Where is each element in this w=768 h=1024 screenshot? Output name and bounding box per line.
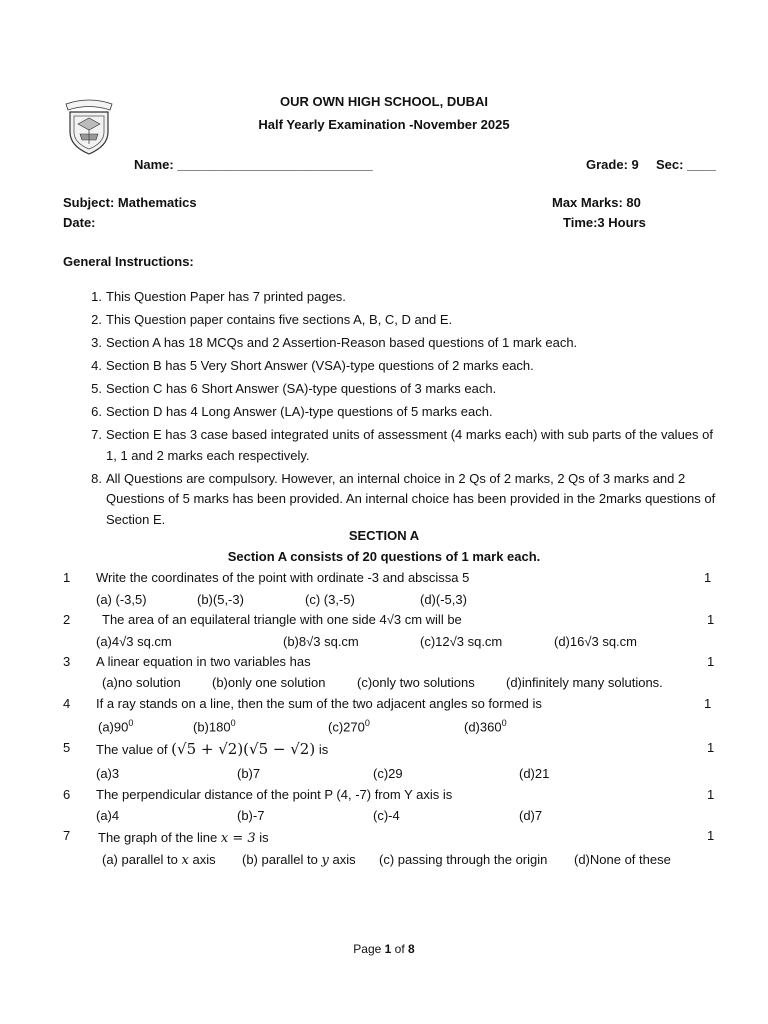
school-name: OUR OWN HIGH SCHOOL, DUBAI [280, 94, 488, 109]
question-mark: 1 [707, 654, 715, 669]
option-c: (c) (3,-5) [305, 592, 355, 607]
grade-label: Grade: 9 [586, 157, 639, 172]
question-number: 7 [63, 828, 71, 843]
question-number: 6 [63, 787, 71, 802]
question-number: 4 [63, 696, 71, 711]
time-label: Time:3 Hours [563, 215, 646, 230]
question-mark: 1 [707, 612, 715, 627]
question-text: Write the coordinates of the point with ordinate -3 and abscissa 5 [96, 570, 470, 585]
option-d: (d)7 [519, 808, 543, 823]
option-a: (a) (-3,5) [96, 592, 147, 607]
question-text: The area of an equilateral triangle with one side 4√3 cm will be [102, 612, 462, 627]
option-a: (a)no solution [102, 675, 181, 690]
page-footer: Page 1 of 8 [353, 942, 415, 956]
question-mark: 1 [707, 787, 715, 802]
question-text: A linear equation in two variables has [96, 654, 311, 669]
instruction-item: 3. Section A has 18 MCQs and 2 Assertion-Reason based questions of 1 mark each. [91, 335, 578, 350]
option-d: (d)None of these [574, 852, 671, 867]
option-d: (d)21 [519, 766, 550, 781]
section-label: Sec: ____ [656, 157, 716, 172]
option-b: (b)only one solution [212, 675, 326, 690]
option-c: (c) passing through the origin [379, 852, 548, 867]
option-d: (d)(-5,3) [420, 592, 467, 607]
question-number: 1 [63, 570, 71, 585]
question-mark: 1 [704, 570, 712, 585]
option-b: (b)7 [237, 766, 261, 781]
subject-label: Subject: Mathematics [63, 195, 197, 210]
instructions-list [84, 287, 724, 533]
question-text: The value of (√5 + √2)(√5 − √2) is [96, 740, 329, 758]
question-text: The graph of the line x = 3 is [98, 830, 269, 846]
option-a: $(a)90^0$ [98, 718, 134, 735]
page-number: 1 [384, 942, 392, 956]
option-b: (b)-7 [237, 808, 265, 823]
page-total: 8 [408, 942, 415, 956]
instruction-item: 6. Section D has 4 Long Answer (LA)-type questions of 5 marks each. [91, 404, 493, 419]
question-number: 3 [63, 654, 71, 669]
exam-title: Half Yearly Examination -November 2025 [258, 117, 510, 132]
option-c: (c)12√3 sq.cm [420, 634, 503, 649]
instruction-item: 1. This Question Paper has 7 printed pages. [91, 289, 346, 304]
math-expression: x = 3 [220, 831, 256, 846]
instruction-item: 7. Section E has 3 case based integrated units of assessment (4 marks each) with sub parts of the values of 1, 1 and 2 marks each respectively. [91, 427, 713, 463]
question-text: If a ray stands on a line, then the sum of the two adjacent angles so formed is [96, 696, 542, 711]
option-d: $(d)360^0$ [464, 718, 507, 735]
question-number: 2 [63, 612, 71, 627]
option-b: (b) parallel to y axis [242, 852, 356, 868]
date-label: Date: [63, 215, 96, 230]
option-a: (a)4 [96, 808, 120, 823]
option-c: $(c)270^0$ [328, 718, 370, 735]
option-b: (b)(5,-3) [197, 592, 244, 607]
option-b: (b)8√3 sq.cm [283, 634, 359, 649]
instruction-item: 4. Section B has 5 Very Short Answer (VSA)-type questions of 2 marks each. [91, 358, 534, 373]
option-b: $(b)180^0$ [193, 718, 236, 735]
option-a: (a)3 [96, 766, 120, 781]
question-mark: 1 [704, 696, 712, 711]
instruction-item: 2. This Question paper contains five sections A, B, C, D and E. [91, 312, 453, 327]
option-c: (c)only two solutions [357, 675, 475, 690]
math-expression: (√5 + √2)(√5 − √2) [171, 740, 316, 758]
instruction-item: 5. Section C has 6 Short Answer (SA)-type questions of 3 marks each. [91, 381, 497, 396]
name-field: Name: ___________________________ [134, 157, 373, 172]
section-title: SECTION A [348, 528, 420, 543]
section-subtitle: Section A consists of 20 questions of 1 mark each. [227, 549, 541, 564]
option-a: (a)4√3 sq.cm [96, 634, 172, 649]
question-number: 5 [63, 740, 71, 755]
instruction-item: 8. All Questions are compulsory. However, an internal choice in 2 Qs of 2 marks, 2 Qs of 3 marks and 2 Questions of 5 marks has been provided. An internal choice has been provided in the 2marks questions of Section E. [91, 470, 716, 527]
question-mark: 1 [707, 740, 715, 755]
option-a: (a) parallel to x axis [102, 852, 216, 868]
option-c: (c)-4 [373, 808, 400, 823]
instructions-title: General Instructions: [63, 254, 194, 269]
question-mark: 1 [707, 828, 715, 843]
option-c: (c)29 [373, 766, 403, 781]
question-text: The perpendicular distance of the point P (4, -7) from Y axis is [96, 787, 453, 802]
option-d: (d)16√3 sq.cm [554, 634, 637, 649]
max-marks-label: Max Marks: 80 [552, 195, 641, 210]
option-d: (d)infinitely many solutions. [506, 675, 663, 690]
